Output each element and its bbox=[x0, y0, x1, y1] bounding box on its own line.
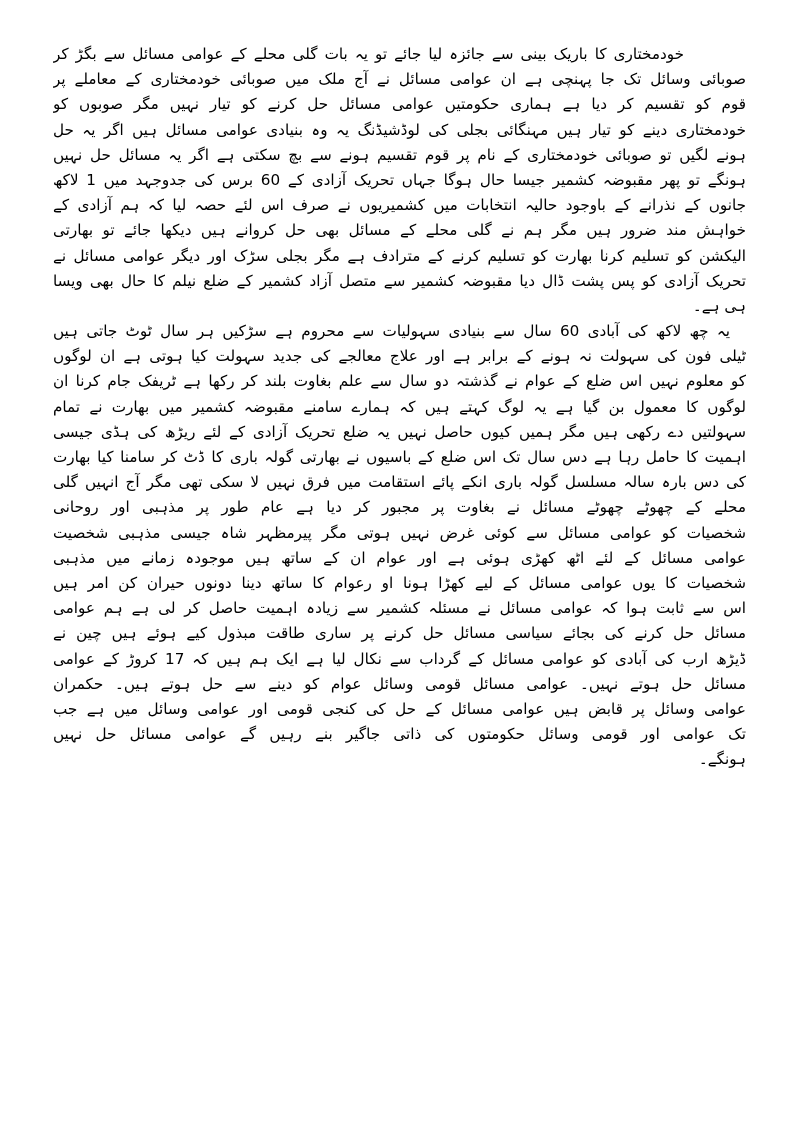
paragraph-2-line-1: یہ چھ لاکھ کی آبادی 60 سال سے بنیادی سہولیات سے محروم ہے سڑکیں ہر سال ٹوٹ جاتی ہیں bbox=[53, 322, 730, 341]
paragraph-2-line-14: ڈیڑھ ارب کی آبادی کو عوامی مسائل کے گرداب سے نکال لیا ہے ایک ہم ہیں کہ 17 کروڑ کے عوامی bbox=[53, 649, 746, 668]
paragraph-2-line-3: کو معلوم نہیں اس ضلع کے عوام نے گذشتہ دو سال سے علم بغاوت بلند کر رکھا ہے ٹریفک جام کرنا ان bbox=[53, 372, 746, 391]
paragraph-2-line-5: سہولتیں دے رکھی ہیں مگر ہمیں کیوں حاصل نہیں یہ ضلع تحریک آزادی کے لئے ریڑھ کی ہڈی جیسی bbox=[53, 422, 746, 441]
paragraph-2-line-15: مسائل حل ہوتے نہیں۔ عوامی مسائل قومی وسائل عوام کو دینے سے حل ہوتے ہیں۔ حکمران bbox=[53, 674, 746, 693]
paragraph-1-line-2: صوبائی وسائل تک جا پہنچی ہے ان عوامی مسائل نے آج ملک میں صوبائی خودمختاری کے معاملے پر bbox=[53, 70, 746, 89]
paragraph-1-line-6: ہونگے تو پھر مقبوضہ کشمیر جیسا حال ہوگا جہاں تحریک آزادی کے 60 برس کی جدوجہد میں 1 لاکھ bbox=[53, 170, 746, 189]
paragraph-1-line-8: خواہش مند ضرور ہیں مگر ہم نے گلی محلے کے مسائل بھی حل کروانے ہیں دیکھا جائے تو بھارتی bbox=[53, 221, 746, 240]
paragraph-2-line-8: محلے کے چھوٹے چھوٹے مسائل نے بغاوت پر مجبور کر دیا ہے عام طور پر مذہبی اور روحانی bbox=[53, 498, 746, 517]
paragraph-1-line-3: قوم کو تقسیم کر دیا ہے ہماری حکومتیں عوامی مسائل حل کرنے کو تیار نہیں مگر صوبوں کو bbox=[53, 95, 746, 114]
paragraph-2-line-10: عوامی مسائل کے لئے اٹھ کھڑی ہوئی ہے اور عوام ان کے ساتھ ہیں موجودہ زمانے میں مذہبی bbox=[53, 548, 746, 567]
paragraph-2-line-12: اس سے ثابت ہوا کہ عوامی مسائل نے مسئلہ کشمیر سے زیادہ اہمیت حاصل کر لی ہے ہم عوامی bbox=[53, 599, 746, 618]
paragraph-2-line-16: عوامی وسائل پر قابض ہیں عوامی مسائل کے حل کی کنجی قومی اور عوامی وسائل میں ہے جب bbox=[53, 699, 746, 718]
paragraph-2-line-6: اہمیت کا حامل رہا ہے دس سال تک اس ضلع کے باسیوں نے بھارتی گولہ باری کا ڈٹ کر سامنا کیا بھارت bbox=[53, 448, 746, 466]
paragraph-2-line-7: کی دس بارہ سالہ مسلسل گولہ باری انکے پائے استقامت میں فرق نہیں لا سکی تھی مگر آج انہیں گلی bbox=[53, 473, 746, 492]
paragraph-2-line-2: ٹیلی فون کی سہولت نہ ہونے کے برابر ہے اور علاج معالجے کی جدید سہولت کیا ہوتی ہے ان لوگوں bbox=[53, 347, 746, 366]
paragraph-2-line-17: تک عوامی اور قومی وسائل حکومتوں کی ذاتی جاگیر بنے رہیں گے عوامی مسائل حل نہیں bbox=[53, 725, 746, 744]
paragraph-2-line-4: لوگوں کا معمول بن گیا ہے یہ لوگ کہتے ہیں کہ ہمارے سامنے مقبوضہ کشمیر میں بھارت نے تمام bbox=[53, 397, 746, 416]
paragraph-2-line-9: شخصیات کو عوامی مسائل سے کوئی غرض نہیں ہوتی مگر پیرمظہر شاہ جیسی مذہبی شخصیت bbox=[53, 523, 746, 542]
paragraph-2-line-18: ہونگے۔ bbox=[698, 750, 746, 769]
paragraph-1-line-9: الیکشن کو تسلیم کرنا بھارت کو تسلیم کرنے کے مترادف ہے مگر بجلی سڑک اور دیگر عوامی مسائل نے bbox=[53, 246, 746, 265]
paragraph-1-line-5: ہونے لگیں تو صوبائی خودمختاری کے نام پر قوم تقسیم ہونے سے بچ سکتی ہے اگر یہ مسائل حل نہیں bbox=[53, 145, 746, 164]
paragraph-1-line-1: خودمختاری کا باریک بینی سے جائزہ لیا جائے تو یہ بات گلی محلے کے عوامی مسائل سے بگڑ کر bbox=[53, 45, 684, 63]
paragraph-2-line-11: شخصیات کا یوں عوامی مسائل کے لیے کھڑا ہونا او رعوام کا ساتھ دینا دونوں حیران کن امر ہیں bbox=[53, 573, 746, 592]
paragraph-2-line-13: مسائل حل کرنے کی بجائے سیاسی مسائل حل کرنے پر ساری طاقت مبذول کیے ہوئے ہیں چین نے bbox=[53, 624, 746, 643]
paragraph-1-line-4: خودمختاری دینے کو تیار ہیں مہنگائی بجلی کی لوڈشیڈنگ یہ وہ بنیادی عوامی مسائل ہیں اگر یہ حل bbox=[53, 120, 746, 139]
paragraph-1-line-10: تحریک آزادی کو پس پشت ڈال دیا مقبوضہ کشمیر سے متصل آزاد کشمیر کے ضلع نیلم کا حال بھی ویسا bbox=[53, 271, 746, 290]
paragraph-1-line-7: جانوں کے نذرانے کے باوجود حالیہ انتخابات میں کشمیریوں نے صرف اس لئے حصہ لیا کہ ہم آزادی کے bbox=[53, 196, 746, 215]
article-body bbox=[53, 42, 746, 772]
paragraph-1-line-11: ہی ہے۔ bbox=[692, 296, 746, 315]
